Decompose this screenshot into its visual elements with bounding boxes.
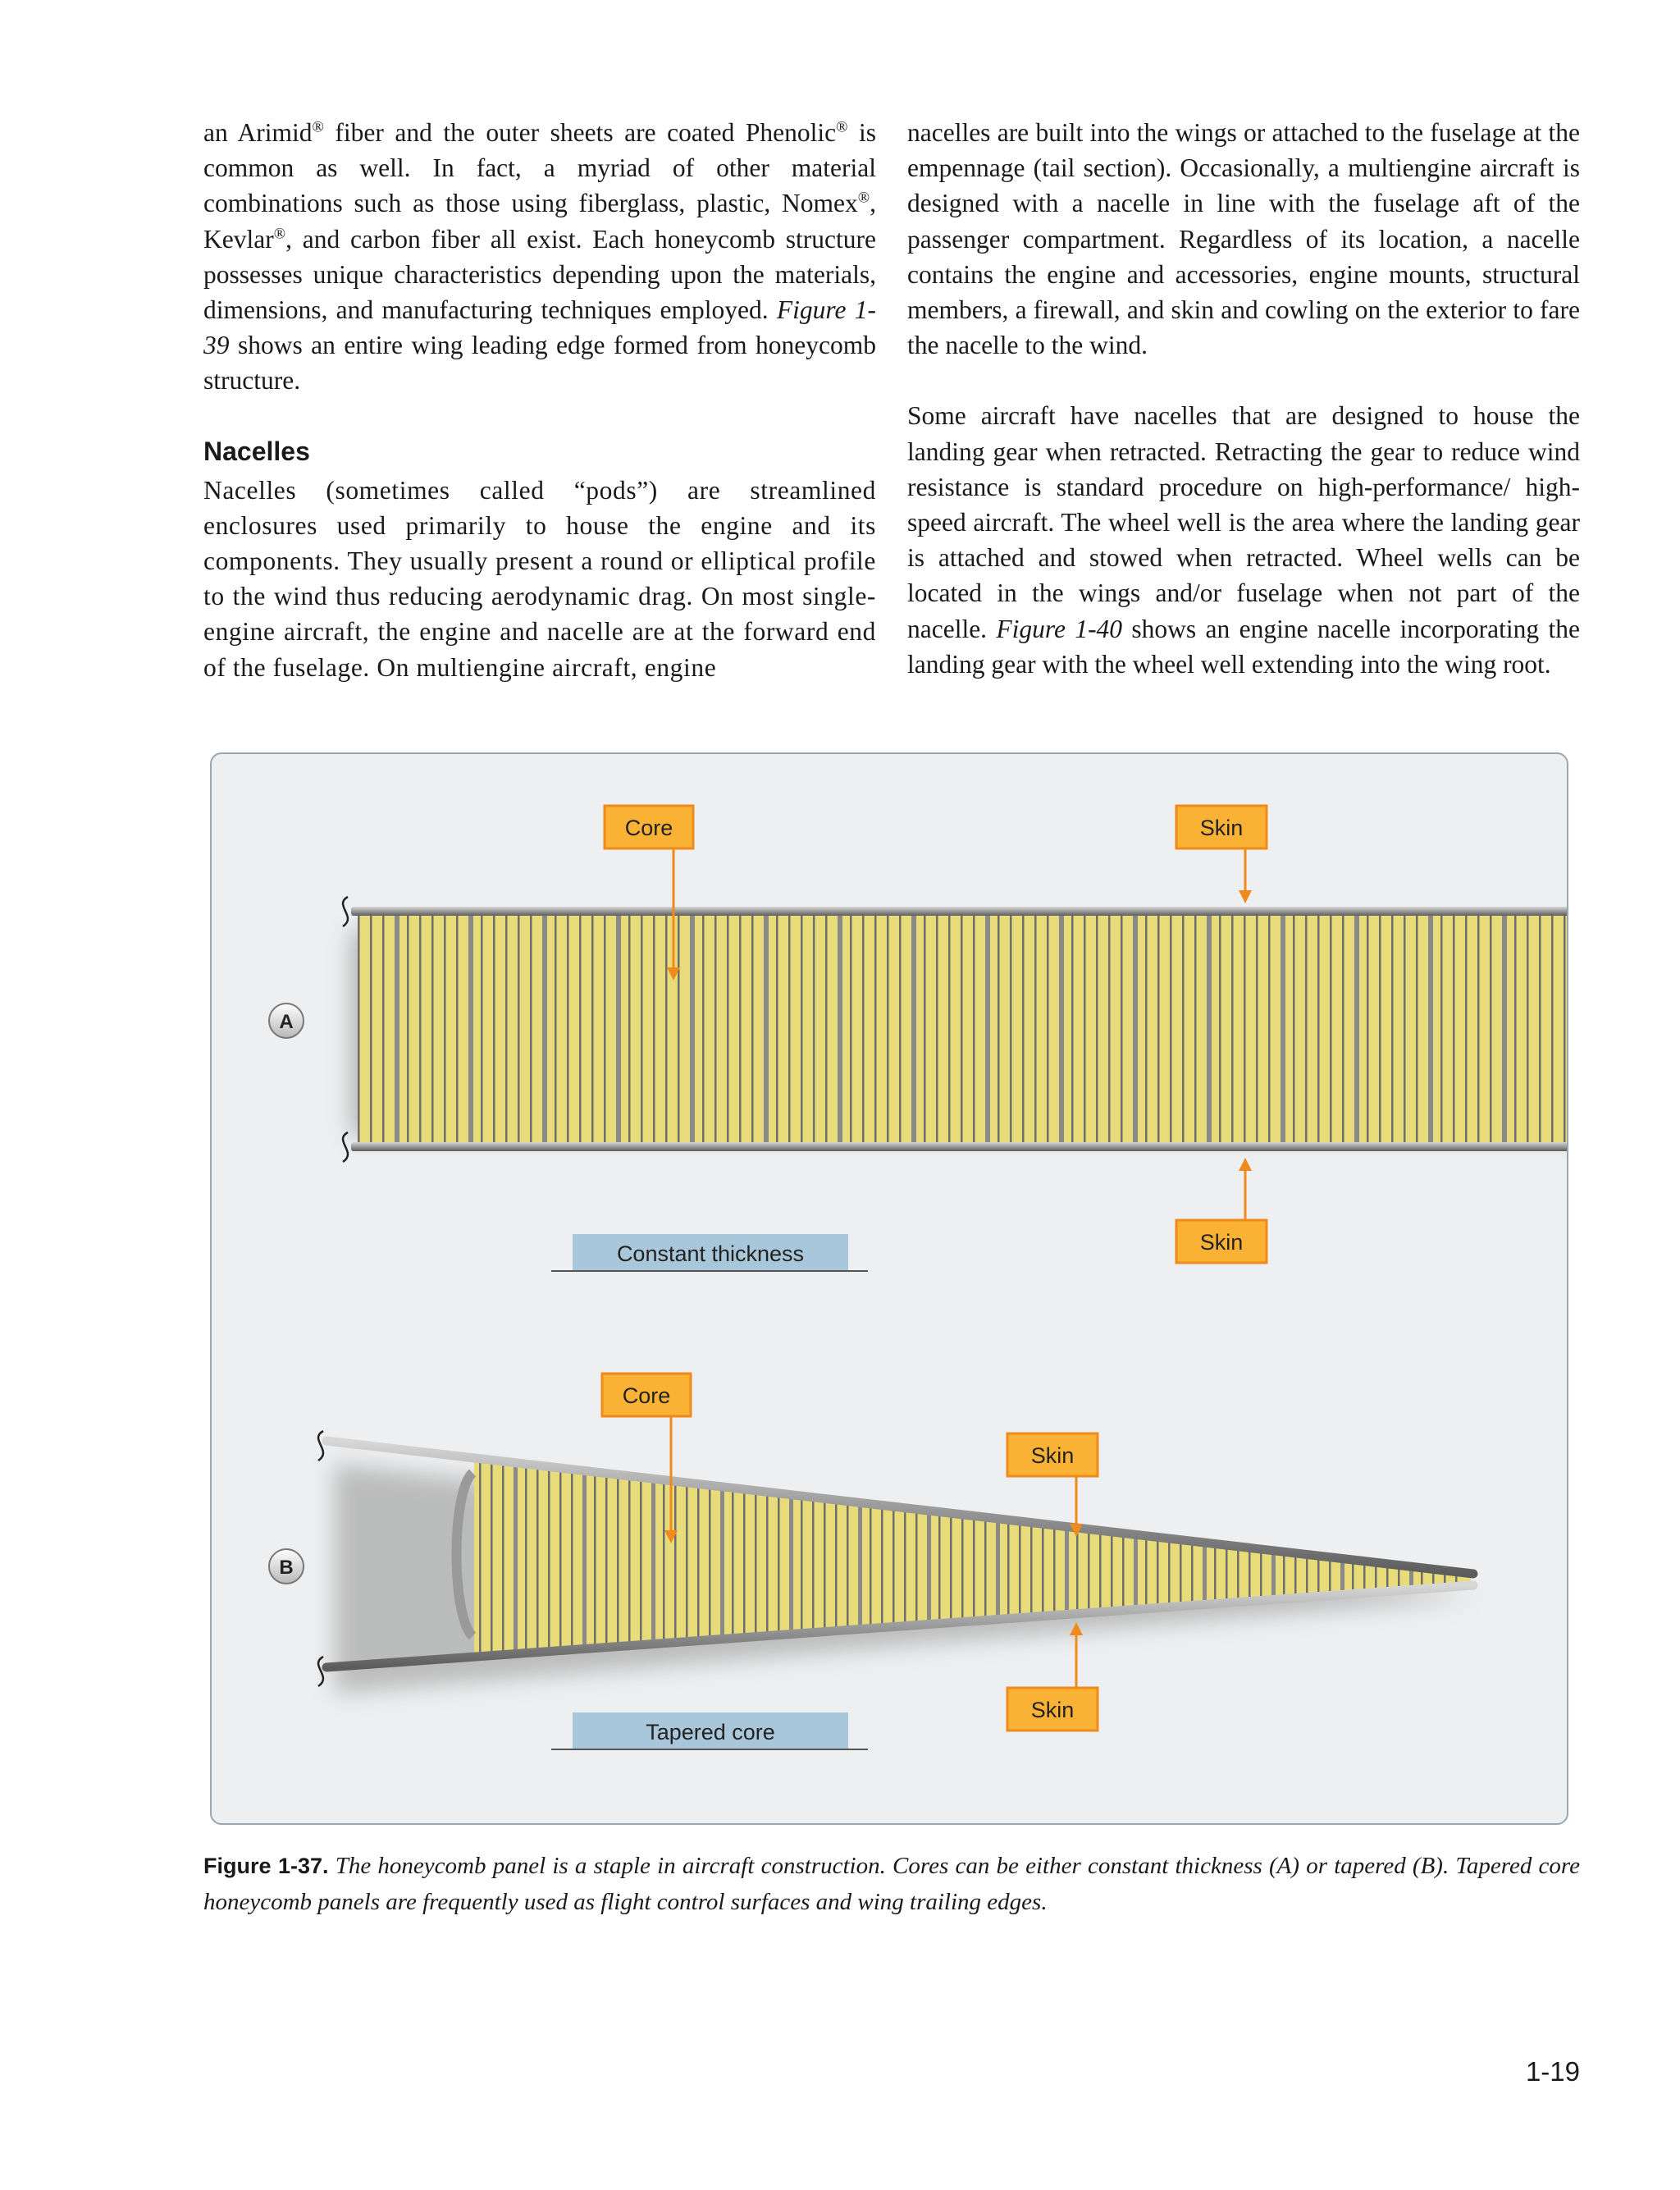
cell-wall: [751, 915, 754, 1143]
cell-wall: [1490, 915, 1492, 1143]
paragraph-landing-gear: Some aircraft have nacelles that are designed to house the landing gear when retracted. Retracting the gear to reduce wind resistance is standard procedure on high-performance/ high-speed aircraft. The wheel well is the area where the landing gear is attached and stowed when retracted. Wheel wells can be located in the wings and/or fuselage when not part of the nacelle. Figure 1-40 shows an engine nacelle incorporating the landing gear with the wheel well extending into the wing root.: [907, 401, 1580, 679]
cell-wall: [858, 1502, 862, 1630]
cell-wall: [1207, 915, 1212, 1143]
cell-wall: [1191, 1541, 1194, 1605]
cell-wall: [690, 915, 695, 1143]
cell-wall: [835, 1500, 838, 1631]
figure-caption-label: Figure 1-37.: [203, 1854, 329, 1878]
svg-text:Skin: Skin: [1199, 816, 1244, 840]
cell-wall: [686, 1483, 688, 1642]
cell-wall: [555, 915, 557, 1143]
cell-wall: [961, 915, 963, 1143]
page-number: 1-19: [1525, 2056, 1580, 2087]
cell-wall: [444, 915, 446, 1143]
cell-wall: [813, 915, 815, 1143]
cell-wall: [870, 1504, 872, 1629]
cell-wall: [764, 915, 769, 1143]
cell-wall: [1281, 915, 1285, 1143]
cell-wall: [502, 1461, 504, 1655]
cell-wall: [1034, 915, 1037, 1143]
cell-wall: [1354, 915, 1359, 1143]
cell-wall: [973, 1516, 975, 1621]
cell-wall: [468, 915, 473, 1143]
cell-wall: [678, 915, 680, 1143]
cell-wall: [1293, 915, 1295, 1143]
panel-a-constant-thickness: [269, 806, 1568, 1271]
svg-text:B: B: [279, 1557, 294, 1579]
cell-wall: [985, 915, 990, 1143]
cell-wall: [915, 1509, 918, 1625]
svg-text:Skin: Skin: [1199, 1230, 1244, 1255]
figure-caption-text: The honeycomb panel is a staple in aircraft construction. Cores can be either constant thickness (A) or tapered (B). Tapered core honeycomb panels are frequently used as flight control surfaces and wing trailing edges.: [203, 1853, 1581, 1915]
cell-wall: [1042, 1524, 1044, 1616]
cell-wall: [1214, 1543, 1217, 1603]
cell-wall: [641, 915, 643, 1143]
cell-wall: [1194, 915, 1197, 1143]
panel-a-top-skin: [351, 907, 1568, 916]
cell-wall: [525, 1464, 527, 1653]
panel-b-break-mark: [318, 1431, 323, 1461]
cell-wall: [1111, 1532, 1113, 1612]
cell-wall: [1122, 1533, 1125, 1610]
cell-wall: [1268, 915, 1271, 1143]
cell-wall: [789, 1494, 793, 1634]
panel-a-honeycomb-core: [358, 915, 1568, 1143]
cell-wall: [727, 915, 729, 1143]
panel-a-badge: [269, 1004, 304, 1038]
cell-wall: [1317, 1556, 1320, 1597]
cell-wall: [407, 915, 409, 1143]
cell-wall: [938, 1511, 941, 1623]
cell-wall: [1180, 1540, 1182, 1607]
cell-wall: [1030, 1522, 1033, 1616]
cell-wall: [1059, 915, 1064, 1143]
cell-wall: [1168, 1538, 1171, 1607]
cell-wall: [604, 915, 606, 1143]
cell-wall: [1084, 915, 1086, 1143]
figure-honeycomb-panels: [210, 752, 1568, 1825]
svg-text:Tapered core: Tapered core: [646, 1720, 775, 1744]
cell-wall: [431, 915, 434, 1143]
cell-wall: [904, 1508, 906, 1626]
cell-wall: [950, 1513, 952, 1623]
cell-wall: [1317, 915, 1320, 1143]
cell-wall: [1342, 915, 1344, 1143]
cell-wall: [1294, 1553, 1297, 1598]
cell-wall: [1527, 915, 1529, 1143]
cell-wall: [1047, 915, 1049, 1143]
cell-wall: [1539, 915, 1541, 1143]
cell-wall: [1226, 1545, 1228, 1603]
cell-wall: [824, 1498, 826, 1631]
cell-wall: [1260, 1549, 1262, 1601]
cell-wall: [1157, 1537, 1159, 1607]
cell-wall: [536, 1465, 539, 1653]
cell-wall: [838, 915, 842, 1143]
cell-wall: [743, 1489, 746, 1638]
cell-wall: [491, 1460, 493, 1656]
cell-wall: [514, 1462, 518, 1653]
cell-wall: [1249, 1548, 1251, 1601]
cell-wall: [530, 915, 532, 1143]
cell-wall: [812, 1497, 815, 1633]
cell-wall: [1088, 1529, 1090, 1613]
cell-wall: [1203, 1543, 1207, 1605]
cell-wall: [924, 915, 926, 1143]
svg-text:Skin: Skin: [1030, 1443, 1075, 1468]
panel-b-tapered-core: [269, 1374, 1475, 1749]
cell-wall: [1428, 915, 1433, 1143]
cell-wall: [778, 1493, 780, 1635]
cell-wall: [1551, 915, 1554, 1143]
paragraph-nacelle-location: nacelles are built into the wings or attached to the fuselage at the empennage (tail section). Occasionally, a multiengine aircraft is designed with a nacelle in line with the fuselage aft of the passenger compartment. Regardless of its location, a nacelle contains the engine and accessories, engine mounts, structural members, a firewall, and skin and cowling on the exterior to fare the nacelle to the wind.: [907, 118, 1580, 360]
cell-wall: [651, 1479, 655, 1644]
panel-b-badge: [269, 1549, 304, 1584]
cell-wall: [1053, 1525, 1056, 1616]
cell-wall: [766, 1492, 769, 1636]
cell-wall: [996, 1519, 1000, 1620]
panel-a-bottom-skin: [351, 1142, 1568, 1151]
right-text-column: [907, 115, 1580, 717]
cell-wall: [1022, 915, 1025, 1143]
paragraph-nacelles-intro: Nacelles (sometimes called “pods”) are streamlined enclosures used primarily to house the engine and its components. They usually present a round or elliptical profile to the wind thus reducing aerodynamic drag. On most single-engine aircraft, the engine and nacelle are at the forward end of the fuselage. On multiengine aircraft, engine: [203, 475, 876, 682]
cell-wall: [1404, 915, 1406, 1143]
cell-wall: [850, 915, 852, 1143]
cell-wall: [911, 915, 916, 1143]
cell-wall: [1283, 1552, 1285, 1598]
cell-wall: [788, 915, 791, 1143]
svg-text:Constant thickness: Constant thickness: [616, 1241, 805, 1266]
cell-wall: [653, 915, 655, 1143]
left-text-column: [203, 115, 876, 720]
cell-wall: [1099, 1530, 1102, 1612]
cell-wall: [1256, 915, 1258, 1143]
cell-wall: [665, 915, 668, 1143]
cell-wall: [493, 915, 495, 1143]
cell-wall: [1340, 1558, 1344, 1594]
cell-wall: [663, 1480, 665, 1644]
panel-b-skin-bottom-callout: [1007, 1622, 1098, 1731]
svg-text:Core: Core: [624, 816, 673, 840]
cell-wall: [674, 1481, 677, 1643]
cell-wall: [1271, 1550, 1276, 1599]
cell-wall: [1231, 915, 1234, 1143]
cell-wall: [1416, 915, 1418, 1143]
cell-wall: [617, 1474, 619, 1647]
cell-wall: [1071, 915, 1074, 1143]
cell-wall: [582, 1470, 587, 1649]
cell-wall: [616, 915, 621, 1143]
cell-wall: [892, 1506, 895, 1627]
cell-wall: [714, 915, 717, 1143]
cell-wall: [1391, 915, 1394, 1143]
panel-b-break-mark: [318, 1657, 323, 1686]
cell-wall: [640, 1477, 642, 1644]
cell-wall: [518, 915, 520, 1143]
cell-wall: [1133, 915, 1138, 1143]
cell-wall: [1145, 1536, 1148, 1609]
cell-wall: [862, 915, 865, 1143]
cell-wall: [801, 1496, 803, 1634]
cell-wall: [1514, 915, 1517, 1143]
cell-wall: [697, 1484, 700, 1640]
cell-wall: [948, 915, 951, 1143]
cell-wall: [881, 1505, 883, 1627]
cell-wall: [591, 915, 594, 1143]
figure-illustration: [212, 754, 1568, 1825]
cell-wall: [605, 1473, 608, 1647]
cell-wall: [1134, 1534, 1138, 1610]
cell-wall: [628, 1476, 631, 1646]
cell-wall: [1096, 915, 1098, 1143]
cell-wall: [594, 1472, 596, 1648]
cell-wall: [825, 915, 828, 1143]
cell-wall: [1379, 915, 1381, 1143]
cell-wall: [567, 915, 569, 1143]
cell-wall: [1237, 1547, 1239, 1602]
core-fill: [358, 915, 1568, 1143]
cell-wall: [984, 1517, 987, 1621]
cell-wall: [1108, 915, 1111, 1143]
cell-wall: [1007, 1520, 1010, 1618]
cell-wall: [1157, 915, 1160, 1143]
cell-wall: [479, 1459, 482, 1657]
panel-a-caption-label: [551, 1234, 868, 1271]
cell-wall: [927, 1511, 931, 1625]
cell-wall: [1363, 1561, 1366, 1593]
cell-wall: [899, 915, 902, 1143]
cell-wall: [1019, 1521, 1021, 1618]
panel-a-skin-top-callout: [1176, 806, 1267, 903]
cell-wall: [1330, 915, 1332, 1143]
cell-wall: [1352, 1560, 1354, 1594]
cell-wall: [419, 915, 422, 1143]
cell-wall: [776, 915, 778, 1143]
cell-wall: [1145, 915, 1148, 1143]
cell-wall: [1329, 1557, 1331, 1596]
cell-wall: [1453, 915, 1455, 1143]
cell-wall: [370, 915, 372, 1143]
cell-wall: [720, 1487, 724, 1639]
cell-wall: [548, 1466, 550, 1651]
cell-wall: [382, 915, 385, 1143]
cell-wall: [579, 915, 582, 1143]
cell-wall: [801, 915, 803, 1143]
cell-wall: [1440, 915, 1443, 1143]
cell-wall: [973, 915, 975, 1143]
cell-wall: [936, 915, 938, 1143]
figure-reference: Figure 1-39: [203, 295, 876, 360]
panel-b-caption-label: [551, 1712, 868, 1749]
paragraph-honeycomb-materials: an Arimid® fiber and the outer sheets are coated Phenolic® is common as well. In fact, a myriad of other material combinations such as those using fiberglass, plastic, Nomex®, Kevlar®, and carbon fiber all exist. Each honeycomb structure possesses unique characteristics depending upon the materials, dimensions, and manufacturing techniques employed. Figure 1-39 shows an entire wing leading edge formed from honeycomb structure.: [203, 118, 876, 395]
section-heading-nacelles: Nacelles: [203, 436, 310, 466]
svg-text:Skin: Skin: [1030, 1698, 1075, 1722]
svg-text:Core: Core: [622, 1383, 671, 1408]
cell-wall: [1121, 915, 1123, 1143]
cell-wall: [1306, 1554, 1308, 1597]
cell-wall: [709, 1485, 711, 1640]
cell-wall: [1465, 915, 1468, 1143]
cell-wall: [1170, 915, 1172, 1143]
cell-wall: [628, 915, 631, 1143]
cell-wall: [1477, 915, 1480, 1143]
panel-a-break-mark: [343, 897, 348, 926]
figure-caption: [203, 1848, 1580, 1920]
cell-wall: [998, 915, 1000, 1143]
cell-wall: [755, 1490, 757, 1636]
cell-wall: [1065, 1526, 1069, 1614]
cell-wall: [571, 1470, 573, 1650]
cell-wall: [481, 915, 483, 1143]
cell-wall: [358, 915, 360, 1143]
cell-wall: [1564, 915, 1566, 1143]
cell-wall: [542, 915, 547, 1143]
cell-wall: [961, 1515, 964, 1622]
cell-wall: [395, 915, 399, 1143]
panel-a-break-mark: [343, 1132, 348, 1162]
cell-wall: [739, 915, 742, 1143]
cell-wall: [1305, 915, 1308, 1143]
cell-wall: [702, 915, 705, 1143]
svg-text:A: A: [279, 1011, 294, 1033]
cell-wall: [1010, 915, 1012, 1143]
cell-wall: [456, 915, 459, 1143]
cell-wall: [559, 1468, 562, 1651]
cell-wall: [1076, 1528, 1079, 1614]
cell-wall: [874, 915, 877, 1143]
cell-wall: [732, 1488, 734, 1638]
panel-a-skin-bottom-callout: [1176, 1158, 1267, 1263]
cell-wall: [1367, 915, 1369, 1143]
cell-wall: [887, 915, 889, 1143]
cell-wall: [1182, 915, 1185, 1143]
cell-wall: [1244, 915, 1246, 1143]
cell-wall: [1502, 915, 1507, 1143]
cell-wall: [505, 915, 508, 1143]
cell-wall: [1219, 915, 1221, 1143]
cell-wall: [847, 1501, 849, 1630]
figure-reference: Figure 1-40: [996, 614, 1123, 643]
